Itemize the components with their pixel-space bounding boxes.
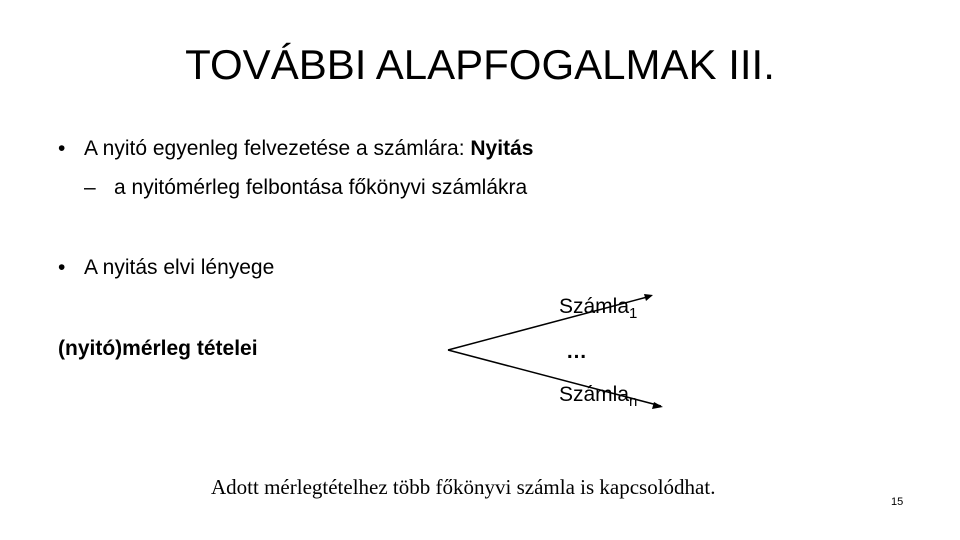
arrow-head-upper	[644, 294, 653, 301]
accounts-ellipsis: …	[566, 340, 587, 363]
bullet-icon: •	[58, 137, 66, 160]
page-number: 15	[891, 496, 904, 508]
account-first-text: Számla	[559, 295, 630, 318]
account-first-subscript: 1	[629, 305, 638, 322]
account-last-text: Számla	[559, 383, 630, 406]
balance-items-label: (nyitó)mérleg tételei	[58, 337, 258, 360]
arrow-head-lower	[652, 402, 663, 409]
account-last-subscript: n	[629, 393, 638, 410]
slide-title: TOVÁBBI ALAPFOGALMAK III.	[185, 41, 775, 88]
dash-icon: –	[84, 176, 96, 199]
subitem-1-text: a nyitómérleg felbontása főkönyvi számlákra	[114, 176, 528, 199]
bullet-icon: •	[58, 256, 66, 279]
bullet-2-text: A nyitás elvi lényege	[84, 256, 275, 279]
footnote-text: Adott mérlegtételhez több főkönyvi számla is kapcsolódhat.	[211, 475, 716, 499]
bullet-1-text: A nyitó egyenleg felvezetése a számlára:	[84, 137, 471, 160]
account-first	[559, 295, 637, 322]
account-last	[559, 383, 637, 410]
bullet-1-bold-term: Nyitás	[470, 137, 534, 160]
